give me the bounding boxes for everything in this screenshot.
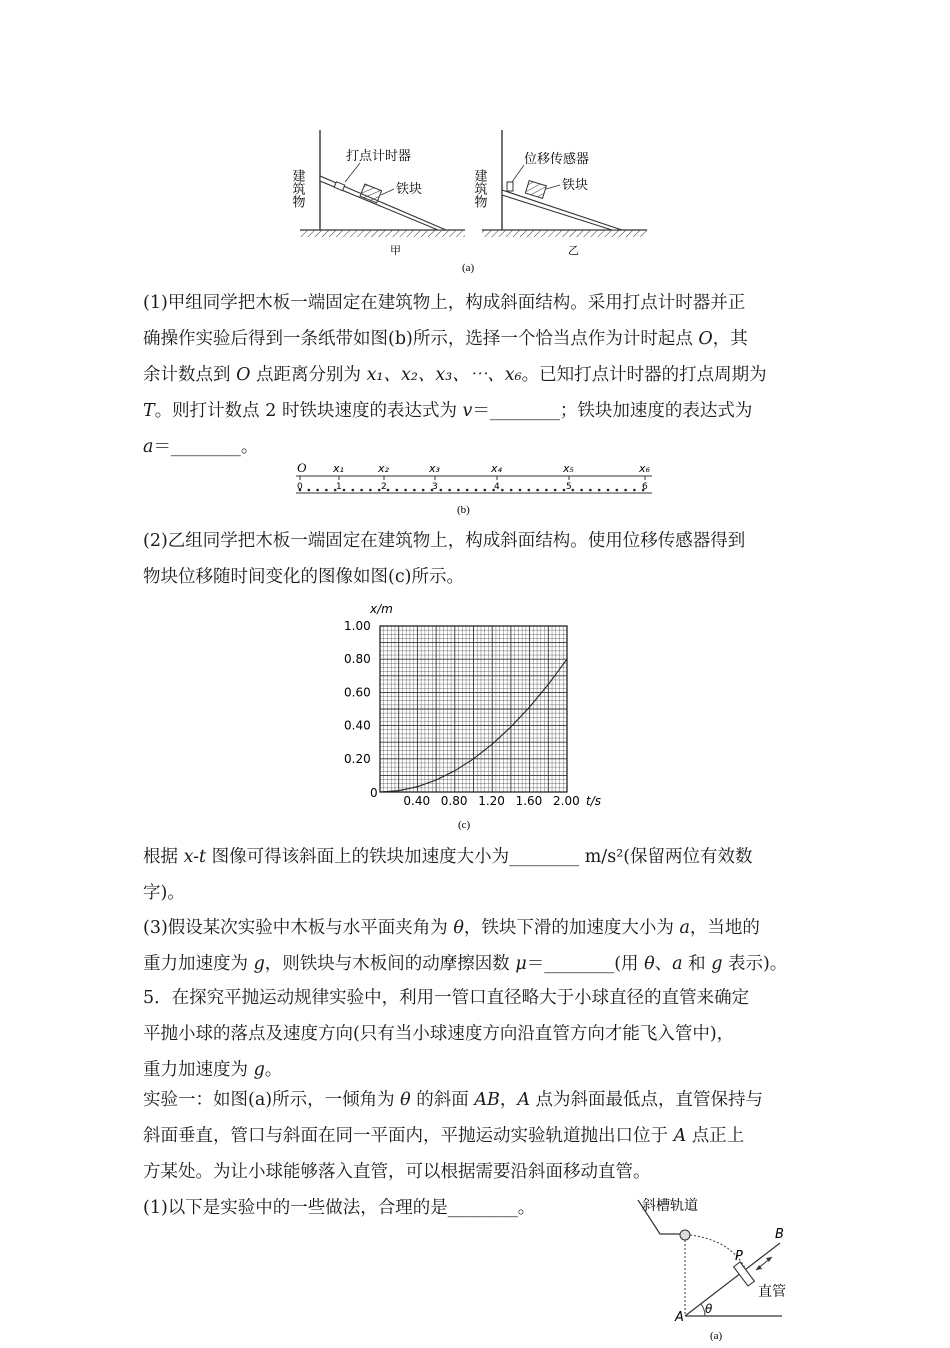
x-tick-label: 2.00 [553, 794, 580, 808]
figure-c-chart [0, 600, 950, 840]
figure-caption: (c) [458, 819, 471, 831]
tape-dot [413, 489, 416, 492]
text-line: 平抛小球的落点及速度方向(只有当小球速度方向沿直管方向才能飞入管中)， [143, 1024, 735, 1044]
text-line: 5．在探究平抛运动规律实验中，利用一管口直径略大于小球直径的直管来确定 [143, 988, 750, 1008]
tape-dot [308, 489, 311, 492]
leader-line [345, 163, 360, 182]
text-line: 字)。 [143, 883, 185, 903]
iron-block [525, 181, 546, 199]
text-line: 方某处。为让小球能够落入直管，可以根据需要沿斜面移动直管。 [143, 1162, 651, 1182]
tape-x-label: x₁ [333, 462, 344, 475]
tape-dot [598, 489, 601, 492]
tape-dot [624, 489, 627, 492]
y-axis-label: x/m [370, 602, 393, 616]
tape-dot [422, 489, 425, 492]
y-tick-label: 1.00 [344, 619, 371, 633]
question-2-answer [143, 839, 813, 911]
text-line: 确操作实验后得到一条纸带如图(b)所示，选择一个恰当点作为计时起点 O，其 [143, 329, 748, 349]
x-tick-label: 1.20 [478, 794, 505, 808]
text-line: 重力加速度为 g。 [143, 1060, 283, 1080]
tape-index: 6 [642, 482, 648, 492]
ground-hatch [300, 230, 465, 237]
tape-dot [536, 489, 539, 492]
text-line: a＝________。 [143, 437, 259, 457]
tape-dot [545, 489, 548, 492]
tape-index: 0 [297, 482, 303, 492]
tape-dot [519, 489, 522, 492]
tape-x-label: x₆ [639, 462, 650, 475]
question-3 [143, 910, 813, 982]
text-line: (1)甲组同学把木板一端固定在建筑物上，构成斜面结构。采用打点计时器并正 [143, 293, 746, 313]
tape-dot [475, 489, 478, 492]
tape-dot [510, 489, 513, 492]
x-tick-label: 0.80 [440, 794, 468, 808]
theta-label: θ [705, 1302, 713, 1316]
tape-dot [633, 489, 636, 492]
tape-index: 4 [494, 482, 500, 492]
y-tick-label: 0.20 [344, 751, 371, 766]
device-label: 打点计时器 [346, 149, 412, 164]
tape-dot [528, 489, 531, 492]
tape-index: 2 [381, 482, 387, 492]
tape-index: 3 [432, 482, 438, 492]
tape-dot [484, 489, 487, 492]
figure-a [0, 0, 950, 290]
text-line: 物块位移随时间变化的图像如图(c)所示。 [143, 567, 464, 587]
tape-x-label: x₅ [563, 462, 574, 475]
tape-dot [466, 489, 469, 492]
figure-caption: (b) [457, 504, 470, 516]
x-tick-label: 0.40 [403, 794, 431, 808]
y-tick-label: 0.60 [344, 685, 371, 700]
incline-ab [685, 1243, 780, 1316]
y-tick-label: 0.40 [344, 718, 371, 733]
ball [680, 1230, 690, 1240]
tape-dot [589, 489, 592, 492]
origin-label: 0 [370, 786, 378, 800]
text-line: 实验一：如图(a)所示，一倾角为 θ 的斜面 AB，A 点为斜面最低点，直管保持与 [143, 1090, 764, 1110]
tape-x-labels [332, 462, 651, 475]
displacement-sensor [507, 182, 513, 191]
timer-device [334, 182, 345, 191]
tape-dot [580, 489, 583, 492]
text-line: 余计数点到 O 点距离分别为 x₁、x₂、x₃、⋯、x₆。已知打点计时器的打点周期为 [143, 365, 767, 385]
leader-line [512, 165, 524, 182]
block-label: 铁块 [562, 178, 589, 193]
tape-dot [440, 489, 443, 492]
tape-dot [448, 489, 451, 492]
text-line: (3)假设某次实验中木板与水平面夹角为 θ，铁块下滑的加速度大小为 a，当地的 [143, 918, 760, 938]
tape-index: 1 [336, 482, 342, 492]
ground-hatch [482, 230, 647, 237]
tape-x-label: x₂ [378, 462, 389, 475]
track-label: 斜槽轨道 [642, 1198, 698, 1214]
tape-x-label: x₄ [491, 462, 502, 475]
building-label: 建筑物 [289, 169, 305, 208]
tape-dot [616, 489, 619, 492]
tape-x-label: x₃ [429, 462, 440, 475]
tape-dot [396, 489, 399, 492]
tape-index: 5 [566, 482, 572, 492]
point-p-label: P [735, 1249, 743, 1264]
x-tick-label: 1.60 [515, 794, 543, 808]
figure-b-tape [0, 455, 950, 525]
tape-dot [572, 489, 575, 492]
figure-projectile [0, 1188, 950, 1348]
tape-dot [387, 489, 390, 492]
tape-dot [325, 489, 328, 492]
incline-board [502, 190, 622, 230]
tape-dot [563, 489, 566, 492]
figure-caption: (a) [710, 1330, 723, 1342]
text-line: T。则打计数点 2 时铁块速度的表达式为 v＝________；铁块加速度的表达式为 [143, 401, 753, 421]
building-label: 建筑物 [471, 169, 487, 208]
point-a-label: A [675, 1310, 684, 1325]
tape-dot [343, 489, 346, 492]
leader-line [381, 189, 394, 195]
setup-jia [290, 130, 466, 257]
text-line: 斜面垂直，管口与斜面在同一平面内，平抛运动实验轨道抛出口位于 A 点正上 [143, 1126, 745, 1146]
origin-label: O [297, 460, 307, 475]
iron-block [360, 184, 382, 203]
x-axis-label: t/s [586, 794, 601, 808]
setup-label: 乙 [568, 244, 579, 257]
tape-dot [404, 489, 407, 492]
tape-dot [369, 489, 372, 492]
figure-caption: (a) [462, 262, 475, 274]
tape-dot [316, 489, 319, 492]
tape-dot [501, 489, 504, 492]
device-label: 位移传感器 [524, 152, 590, 167]
question-2 [143, 523, 813, 595]
point-b-label: B [775, 1227, 784, 1242]
block-label: 铁块 [396, 182, 423, 197]
chart-grid [380, 626, 567, 792]
tape-dot [607, 489, 610, 492]
y-tick-label: 0.80 [344, 652, 371, 667]
question-1 [143, 285, 813, 465]
setup-yi [472, 130, 648, 257]
tape-dot [554, 489, 557, 492]
text-line: (2)乙组同学把木板一端固定在建筑物上，构成斜面结构。使用位移传感器得到 [143, 531, 746, 551]
leader-line [546, 185, 560, 189]
tape-dots [299, 489, 645, 492]
tape-dot [352, 489, 355, 492]
tape-dot [457, 489, 460, 492]
text-line: 根据 x-t 图像可得该斜面上的铁块加速度大小为________ m/s²(保留两位有效数 [143, 847, 753, 867]
setup-label: 甲 [390, 244, 401, 257]
tape-indices [297, 476, 648, 492]
tube-label: 直管 [758, 1284, 786, 1300]
tape-dot [360, 489, 363, 492]
question-5 [143, 980, 813, 1088]
text-line: 重力加速度为 g，则铁块与木板间的动摩擦因数 μ＝________(用 θ、a 和 g 表示)。 [143, 954, 788, 974]
text-line: (1)以下是实验中的一些做法，合理的是________。 [143, 1198, 536, 1218]
